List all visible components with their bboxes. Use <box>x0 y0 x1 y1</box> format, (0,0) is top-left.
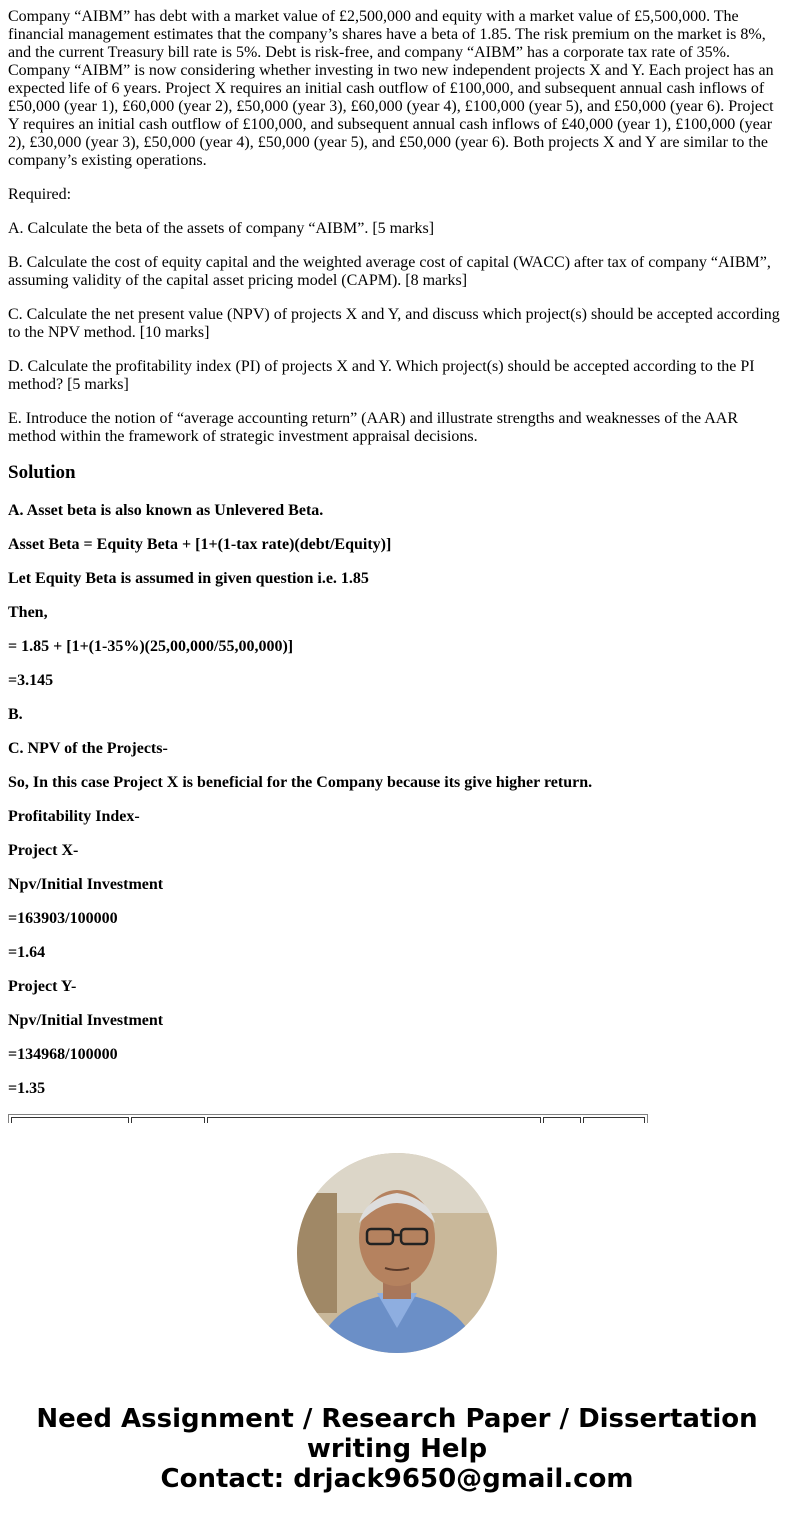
solution-line: Asset Beta = Equity Beta + [1+(1-tax rate)(debt/Equity)] <box>8 536 392 553</box>
solution-line: Project X- <box>8 842 79 859</box>
solution-heading: Solution <box>8 462 76 483</box>
table-cell <box>583 1117 645 1123</box>
truncated-table <box>8 1114 648 1123</box>
solution-line: Npv/Initial Investment <box>8 1012 164 1029</box>
solution-line: =134968/100000 <box>8 1046 118 1063</box>
question-part-e: E. Introduce the notion of “average accounting return” (AAR) and illustrate strengths and weaknesses of the AAR method within the framework of strategic investment appraisal decisions. <box>8 410 738 445</box>
question-part-b: B. Calculate the cost of equity capital and the weighted average cost of capital (WACC) after tax of company “AIBM”, assuming validity of the capital asset pricing model (CAPM). [8 marks] <box>8 254 771 289</box>
table-cell <box>131 1117 205 1123</box>
document-content <box>8 0 784 1123</box>
solution-line: C. NPV of the Projects- <box>8 740 168 757</box>
question-part-d: D. Calculate the profitability index (PI) of projects X and Y. Which project(s) should be accepted according to the PI method? [5 marks] <box>8 358 755 393</box>
solution-line: =3.145 <box>8 672 54 689</box>
solution-line: Profitability Index- <box>8 808 140 825</box>
required-label: Required: <box>8 186 72 203</box>
person-photo-icon <box>297 1153 497 1353</box>
solution-line: Then, <box>8 604 48 621</box>
solution-line: =1.35 <box>8 1080 46 1097</box>
question-part-a: A. Calculate the beta of the assets of company “AIBM”. [5 marks] <box>8 220 435 237</box>
footer-contact-text: Contact: drjack9650@gmail.com <box>160 1464 634 1494</box>
table-cell <box>207 1117 541 1123</box>
table-cell <box>11 1117 129 1123</box>
footer-help-text: Need Assignment / Research Paper / Dissertation writing Help <box>36 1404 758 1464</box>
solution-line: =1.64 <box>8 944 46 961</box>
promo-footer <box>0 1404 794 1494</box>
solution-line: Npv/Initial Investment <box>8 876 164 893</box>
solution-line: =163903/100000 <box>8 910 118 927</box>
solution-line: Project Y- <box>8 978 77 995</box>
solution-line: = 1.85 + [1+(1-35%)(25,00,000/55,00,000)] <box>8 638 294 655</box>
solution-line: A. Asset beta is also known as Unlevered Beta. <box>8 502 324 519</box>
question-part-c: C. Calculate the net present value (NPV) of projects X and Y, and discuss which project(s) should be accepted according to the NPV method. [10 marks] <box>8 306 780 341</box>
table-row <box>11 1117 645 1123</box>
solution-line: Let Equity Beta is assumed in given question i.e. 1.85 <box>8 570 369 587</box>
author-avatar <box>297 1153 497 1353</box>
solution-line: So, In this case Project X is beneficial for the Company because its give higher return. <box>8 774 593 791</box>
solution-line: B. <box>8 706 23 723</box>
table-cell <box>543 1117 581 1123</box>
question-intro: Company “AIBM” has debt with a market value of £2,500,000 and equity with a market value of £5,500,000. The financial management estimates that the company’s shares have a beta of 1.85. The risk premium on the market is 8%, and the current Treasury bill rate is 5%. Debt is risk-free, and company “AIBM” has a corporate tax rate of 35%. Company “AIBM” is now considering whether investing in two new independent projects X and Y. Each project has an expected life of 6 years. Project X requires an initial cash outflow of £100,000, and subsequent annual cash inflows of £50,000 (year 1), £60,000 (year 2), £50,000 (year 3), £60,000 (year 4), £100,000 (year 5), and £50,000 (year 6). Project Y requires an initial cash outflow of £100,000, and subsequent annual cash inflows of £40,000 (year 1), £100,000 (year 2), £30,000 (year 3), £50,000 (year 4), £50,000 (year 5), and £50,000 (year 6). Both projects X and Y are similar to the company’s existing operations. <box>8 8 774 169</box>
